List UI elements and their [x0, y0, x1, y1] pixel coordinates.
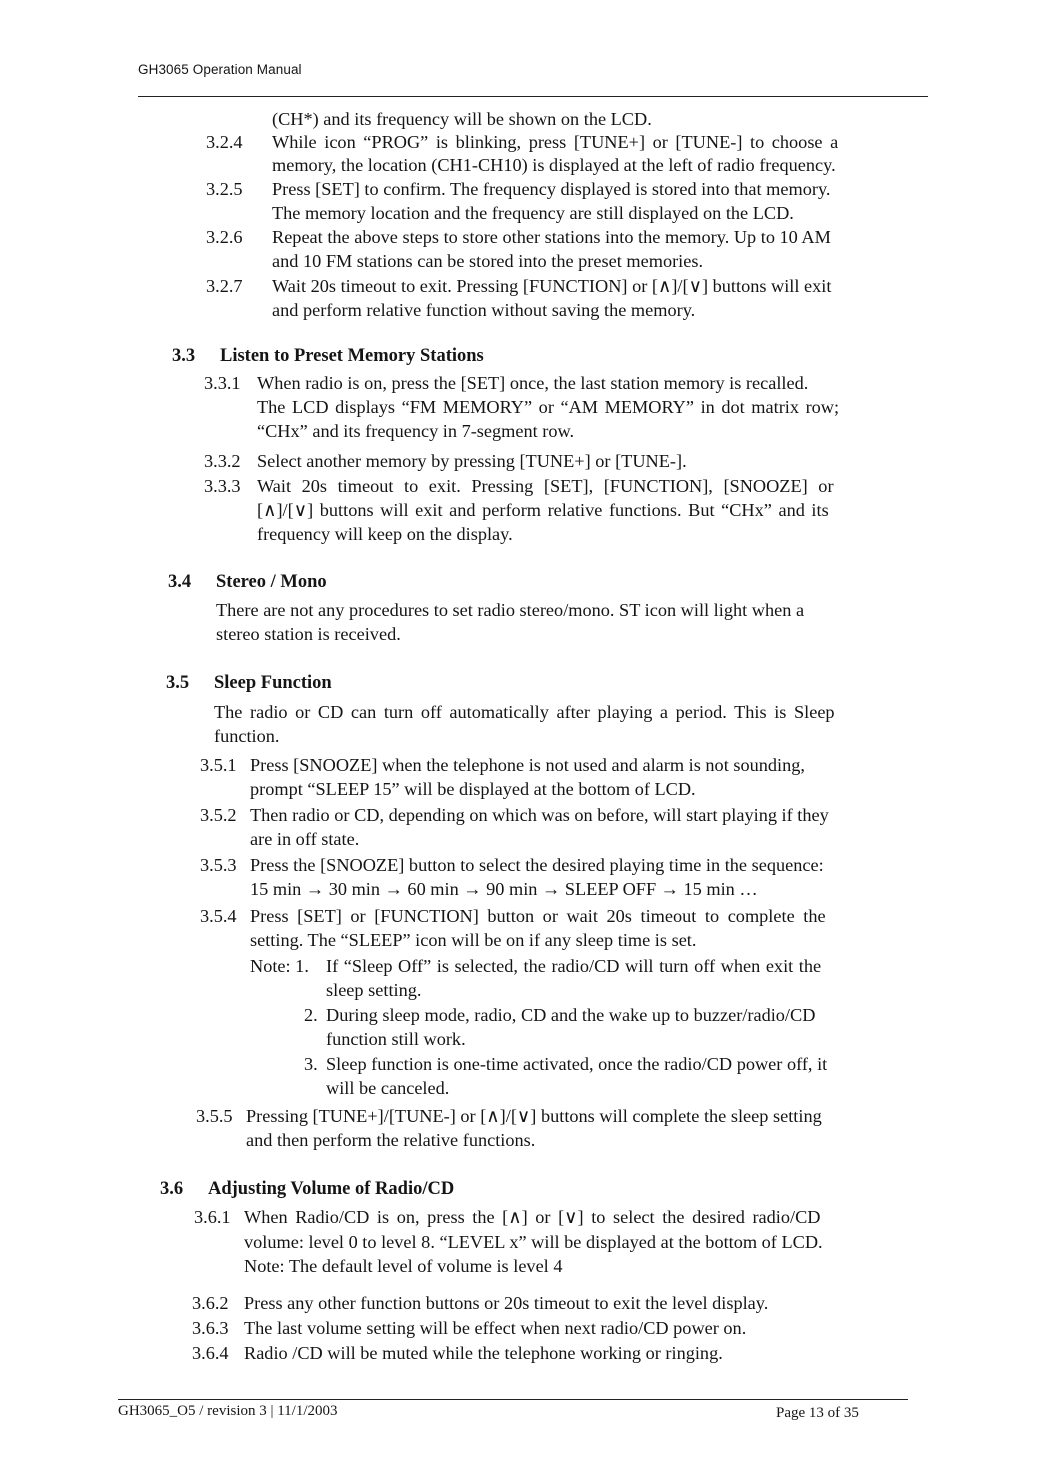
s332-num: 3.3.2 — [204, 451, 241, 471]
note1-line1: If “Sleep Off” is selected, the radio/CD will turn off when exit the — [326, 956, 822, 976]
sec35-line1: The radio or CD can turn off automatically after playing a period. This is Sleep — [214, 702, 835, 722]
sec34-line2: stereo station is received. — [216, 624, 401, 644]
s331-line3: “CHx” and its frequency in 7-segment row. — [257, 421, 575, 441]
sec34-line1: There are not any procedures to set radio stereo/mono. ST icon will light when a — [216, 600, 805, 620]
footer-page-number: Page 13 of 35 — [776, 1405, 859, 1421]
s364-line1: Radio /CD will be muted while the telephone working or ringing. — [244, 1343, 723, 1363]
s362-num: 3.6.2 — [192, 1293, 229, 1313]
s327-num: 3.2.7 — [206, 276, 243, 296]
s326-line1: Repeat the above steps to store other stations into the memory. Up to 10 AM — [272, 227, 831, 247]
s364-num: 3.6.4 — [192, 1343, 229, 1363]
header-title: GH3065 Operation Manual — [138, 62, 302, 77]
s362-line1: Press any other function buttons or 20s timeout to exit the level display. — [244, 1293, 769, 1313]
s331-line2: The LCD displays “FM MEMORY” or “AM MEMORY” in dot matrix row; — [257, 397, 840, 417]
s351-line2: prompt “SLEEP 15” will be displayed at the bottom of LCD. — [250, 779, 696, 799]
s351-num: 3.5.1 — [200, 755, 237, 775]
s352-num: 3.5.2 — [200, 805, 237, 825]
s327-line1: Wait 20s timeout to exit. Pressing [FUNCTION] or [∧]/[∨] buttons will exit — [272, 276, 832, 296]
note2-line1: During sleep mode, radio, CD and the wake up to buzzer/radio/CD — [326, 1005, 816, 1025]
s332-line1: Select another memory by pressing [TUNE+] or [TUNE-]. — [257, 451, 687, 471]
s361-line2: volume: level 0 to level 8. “LEVEL x” will be displayed at the bottom of LCD. — [244, 1232, 823, 1252]
s355-line1: Pressing [TUNE+]/[TUNE-] or [∧]/[∨] buttons will complete the sleep setting — [246, 1106, 822, 1126]
s333-line1: Wait 20s timeout to exit. Pressing [SET], [FUNCTION], [SNOOZE] or — [257, 476, 834, 496]
s327-line2: and perform relative function without saving the memory. — [272, 300, 696, 320]
s355-line2: and then perform the relative functions. — [246, 1130, 536, 1150]
note2-line2: function still work. — [326, 1029, 466, 1049]
note2-label: 2. — [304, 1005, 318, 1025]
note3-line1: Sleep function is one-time activated, once the radio/CD power off, it — [326, 1054, 828, 1074]
s361-line1: When Radio/CD is on, press the [∧] or [∨] to select the desired radio/CD — [244, 1207, 821, 1227]
sec34-num: 3.4 — [168, 572, 192, 592]
s353-line1: Press the [SNOOZE] button to select the desired playing time in the sequence: — [250, 855, 824, 875]
s352-line1: Then radio or CD, depending on which was on before, will start playing if they — [250, 805, 829, 825]
sec34-title: Stereo / Mono — [216, 572, 327, 592]
header-rule — [138, 96, 928, 97]
s354-num: 3.5.4 — [200, 906, 237, 926]
s324-line1: While icon “PROG” is blinking, press [TUNE+] or [TUNE-] to choose a — [272, 132, 839, 152]
s352-line2: are in off state. — [250, 829, 360, 849]
sec36-title: Adjusting Volume of Radio/CD — [208, 1179, 455, 1199]
s331-num: 3.3.1 — [204, 373, 241, 393]
note3-line2: will be canceled. — [326, 1078, 450, 1098]
s353-line2: 15 min → 30 min → 60 min → 90 min → SLEEP OFF → 15 min … — [250, 879, 758, 899]
s325-num: 3.2.5 — [206, 179, 243, 199]
s326-num: 3.2.6 — [206, 227, 243, 247]
s353-num: 3.5.3 — [200, 855, 237, 875]
s331-line1: When radio is on, press the [SET] once, the last station memory is recalled. — [257, 373, 809, 393]
note1-label: Note: 1. — [250, 956, 309, 976]
s354-line2: setting. The “SLEEP” icon will be on if any sleep time is set. — [250, 930, 697, 950]
s324-num: 3.2.4 — [206, 132, 243, 152]
note3-label: 3. — [304, 1054, 318, 1074]
s325-line1: Press [SET] to confirm. The frequency displayed is stored into that memory. — [272, 179, 831, 199]
footer-rule — [118, 1399, 908, 1400]
sec33-num: 3.3 — [172, 346, 196, 366]
sec35-line2: function. — [214, 726, 280, 746]
sec36-num: 3.6 — [160, 1179, 184, 1199]
s363-num: 3.6.3 — [192, 1318, 229, 1338]
note1-line2: sleep setting. — [326, 980, 422, 1000]
s351-line1: Press [SNOOZE] when the telephone is not used and alarm is not sounding, — [250, 755, 805, 775]
sec33-title: Listen to Preset Memory Stations — [220, 346, 484, 366]
sec35-num: 3.5 — [166, 673, 190, 693]
s333-line2: [∧]/[∨] buttons will exit and perform relative functions. But “CHx” and its — [257, 500, 829, 520]
s354-line1: Press [SET] or [FUNCTION] button or wait 20s timeout to complete the — [250, 906, 826, 926]
s333-num: 3.3.3 — [204, 476, 241, 496]
s326-line2: and 10 FM stations can be stored into the preset memories. — [272, 251, 704, 271]
s361-num: 3.6.1 — [194, 1207, 231, 1227]
sec35-title: Sleep Function — [214, 673, 332, 693]
s361-line3: Note: The default level of volume is level 4 — [244, 1256, 563, 1276]
footer-revision: GH3065_O5 / revision 3 | 11/1/2003 — [118, 1403, 338, 1419]
s355-num: 3.5.5 — [196, 1106, 233, 1126]
s363-line1: The last volume setting will be effect when next radio/CD power on. — [244, 1318, 747, 1338]
s324-line2: memory, the location (CH1-CH10) is displayed at the left of radio frequency. — [272, 155, 836, 175]
s333-line3: frequency will keep on the display. — [257, 524, 513, 544]
s324-cont: (CH*) and its frequency will be shown on the LCD. — [272, 109, 652, 129]
s325-line2: The memory location and the frequency are still displayed on the LCD. — [272, 203, 794, 223]
